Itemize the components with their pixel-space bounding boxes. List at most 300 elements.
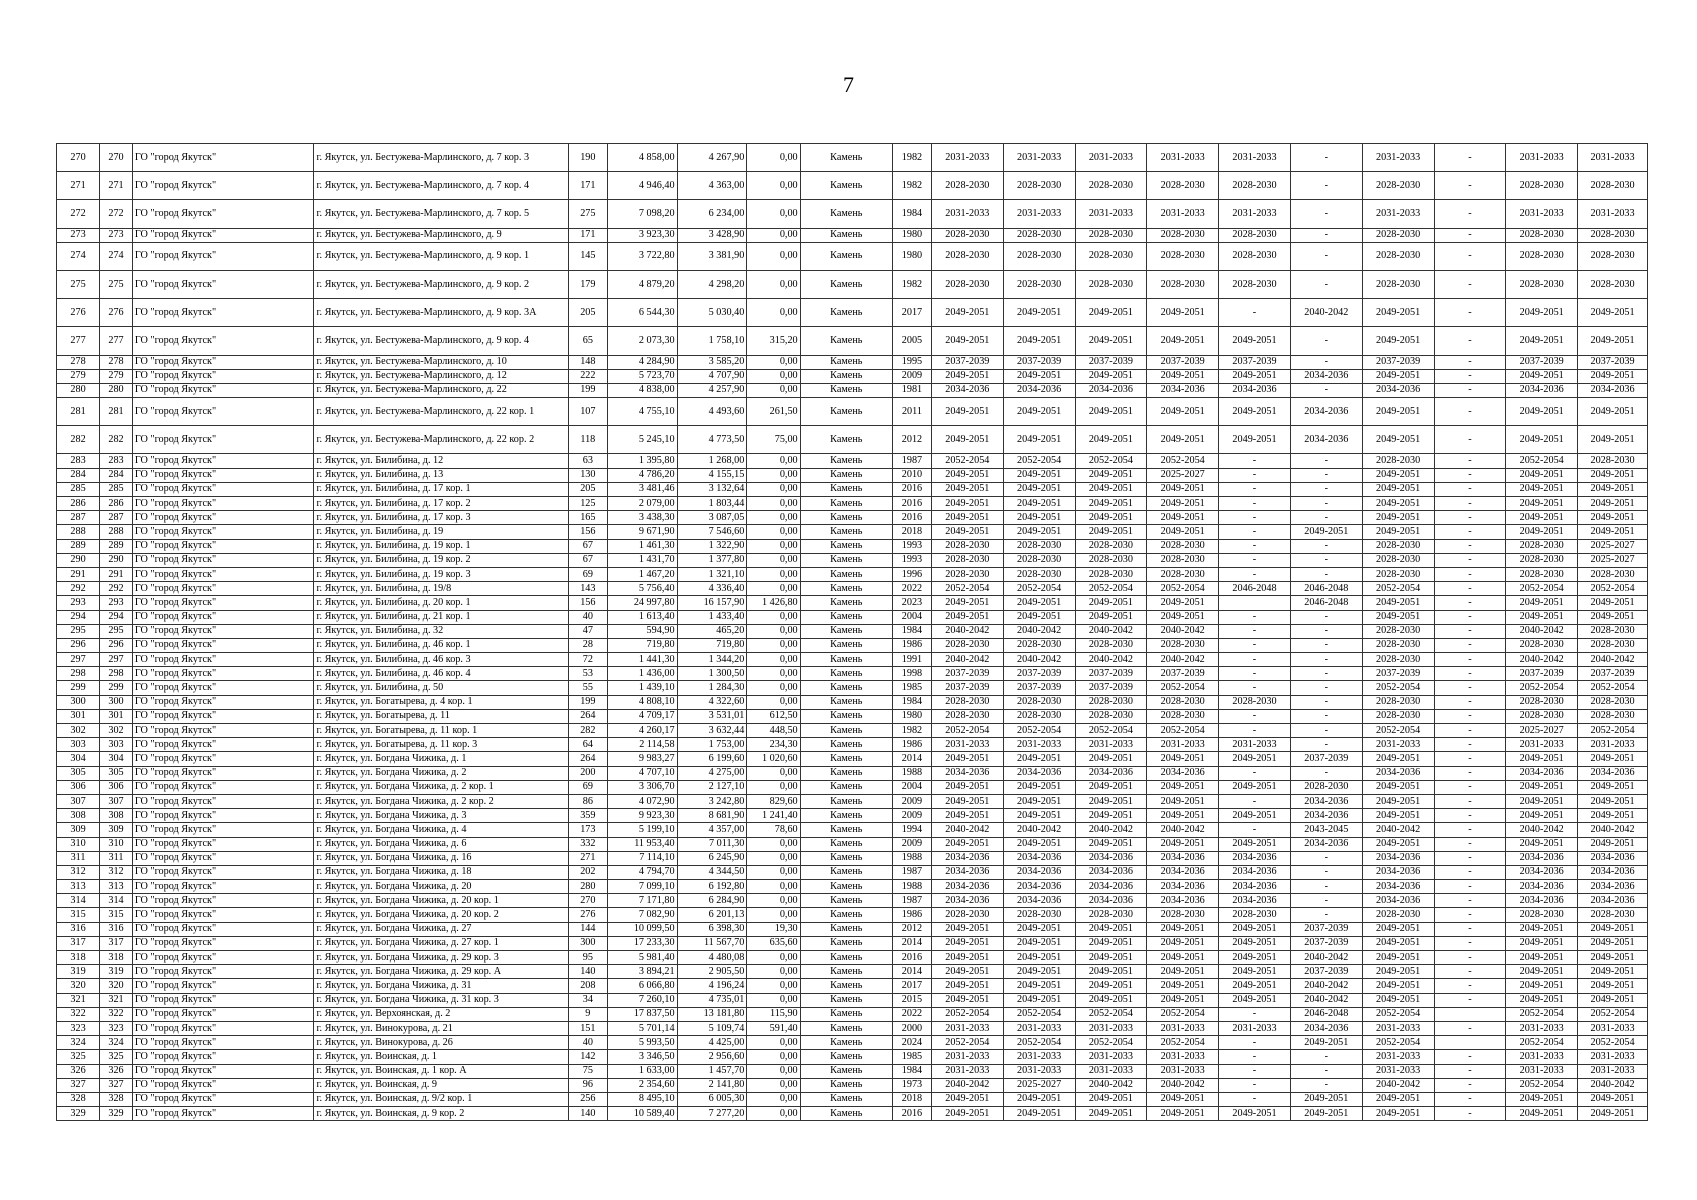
cell-period-2: 2049-2051 <box>1003 525 1075 539</box>
cell-address: г. Якутск, ул. Богдана Чижика, д. 1 <box>314 752 568 766</box>
cell-residents: 264 <box>568 752 607 766</box>
cell-living-area: 6 284,90 <box>677 894 747 908</box>
cell-period-6: - <box>1290 624 1362 638</box>
cell-period-3: 2049-2051 <box>1075 482 1147 496</box>
cell-period-9: 2040-2042 <box>1506 823 1578 837</box>
cell-living-area: 3 428,90 <box>677 228 747 242</box>
cell-year-built: 2018 <box>892 525 931 539</box>
cell-address: г. Якутск, ул. Билибина, д. 12 <box>314 454 568 468</box>
cell-period-4: 2052-2054 <box>1147 1007 1219 1021</box>
cell-living-area: 6 192,80 <box>677 880 747 894</box>
cell-row-number: 271 <box>57 172 100 200</box>
cell-period-3: 2049-2051 <box>1075 525 1147 539</box>
cell-year-built: 1981 <box>892 383 931 397</box>
cell-period-10: 2049-2051 <box>1578 809 1648 823</box>
cell-living-area: 4 493,60 <box>677 398 747 426</box>
cell-period-9: 2037-2039 <box>1506 355 1578 369</box>
cell-period-4: 2028-2030 <box>1147 539 1219 553</box>
table-row <box>57 766 1648 780</box>
cell-period-8: - <box>1434 766 1506 780</box>
cell-period-1: 2040-2042 <box>931 823 1003 837</box>
cell-period-4: 2034-2036 <box>1147 383 1219 397</box>
cell-period-2: 2031-2033 <box>1003 144 1075 172</box>
cell-nonresidential-area: 0,00 <box>747 965 800 979</box>
cell-total-area: 5 723,70 <box>607 369 677 383</box>
cell-period-7: 2052-2054 <box>1362 1007 1434 1021</box>
cell-registry-number: 329 <box>100 1107 133 1121</box>
cell-living-area: 11 567,70 <box>677 936 747 950</box>
cell-wall-material: Камень <box>800 1021 892 1035</box>
cell-year-built: 2022 <box>892 1007 931 1021</box>
cell-residents: 171 <box>568 172 607 200</box>
cell-period-10: 2028-2030 <box>1578 908 1648 922</box>
cell-residents: 47 <box>568 624 607 638</box>
table-row <box>57 270 1648 298</box>
cell-period-3: 2049-2051 <box>1075 965 1147 979</box>
cell-row-number: 316 <box>57 922 100 936</box>
cell-municipality: ГО "город Якутск" <box>132 1092 314 1106</box>
cell-period-7: 2049-2051 <box>1362 299 1434 327</box>
cell-period-3: 2031-2033 <box>1075 738 1147 752</box>
cell-row-number: 289 <box>57 539 100 553</box>
cell-row-number: 311 <box>57 851 100 865</box>
cell-living-area: 7 546,60 <box>677 525 747 539</box>
cell-row-number: 324 <box>57 1036 100 1050</box>
cell-period-9: 2049-2051 <box>1506 299 1578 327</box>
cell-period-8: - <box>1434 299 1506 327</box>
cell-registry-number: 318 <box>100 951 133 965</box>
cell-period-9: 2049-2051 <box>1506 426 1578 454</box>
cell-living-area: 4 336,40 <box>677 582 747 596</box>
cell-period-9: 2025-2027 <box>1506 724 1578 738</box>
cell-period-3: 2028-2030 <box>1075 695 1147 709</box>
cell-period-6: - <box>1290 511 1362 525</box>
cell-municipality: ГО "город Якутск" <box>132 908 314 922</box>
cell-period-6: 2040-2042 <box>1290 951 1362 965</box>
table-row <box>57 851 1648 865</box>
cell-period-2: 2028-2030 <box>1003 908 1075 922</box>
cell-registry-number: 271 <box>100 172 133 200</box>
cell-registry-number: 285 <box>100 482 133 496</box>
cell-row-number: 284 <box>57 468 100 482</box>
cell-municipality: ГО "город Якутск" <box>132 1007 314 1021</box>
cell-period-9: 2031-2033 <box>1506 144 1578 172</box>
cell-registry-number: 321 <box>100 993 133 1007</box>
cell-period-4: 2040-2042 <box>1147 823 1219 837</box>
cell-period-9: 2049-2051 <box>1506 525 1578 539</box>
cell-period-1: 2049-2051 <box>931 525 1003 539</box>
cell-row-number: 307 <box>57 794 100 808</box>
cell-period-1: 2049-2051 <box>931 1092 1003 1106</box>
cell-period-9: 2052-2054 <box>1506 1007 1578 1021</box>
cell-wall-material: Камень <box>800 200 892 228</box>
cell-period-9: 2028-2030 <box>1506 638 1578 652</box>
table-row <box>57 468 1648 482</box>
cell-period-9: 2034-2036 <box>1506 880 1578 894</box>
cell-row-number: 279 <box>57 369 100 383</box>
cell-period-1: 2028-2030 <box>931 539 1003 553</box>
cell-residents: 148 <box>568 355 607 369</box>
cell-total-area: 6 066,80 <box>607 979 677 993</box>
cell-nonresidential-area: 0,00 <box>747 582 800 596</box>
cell-address: г. Якутск, ул. Воинская, д. 9 <box>314 1078 568 1092</box>
cell-total-area: 4 879,20 <box>607 270 677 298</box>
cell-period-1: 2028-2030 <box>931 709 1003 723</box>
cell-nonresidential-area: 0,00 <box>747 383 800 397</box>
cell-wall-material: Камень <box>800 653 892 667</box>
cell-period-5: - <box>1219 794 1291 808</box>
cell-nonresidential-area: 0,00 <box>747 695 800 709</box>
cell-period-2: 2049-2051 <box>1003 497 1075 511</box>
cell-residents: 300 <box>568 936 607 950</box>
cell-nonresidential-area: 0,00 <box>747 780 800 794</box>
cell-row-number: 295 <box>57 624 100 638</box>
cell-period-7: 2049-2051 <box>1362 1092 1434 1106</box>
cell-period-3: 2049-2051 <box>1075 299 1147 327</box>
cell-period-4: 2049-2051 <box>1147 482 1219 496</box>
cell-address: г. Якутск, ул. Богдана Чижика, д. 29 кор. А <box>314 965 568 979</box>
cell-row-number: 297 <box>57 653 100 667</box>
cell-total-area: 11 953,40 <box>607 837 677 851</box>
cell-nonresidential-area: 0,00 <box>747 979 800 993</box>
cell-period-6: - <box>1290 553 1362 567</box>
table-row <box>57 610 1648 624</box>
cell-residents: 65 <box>568 327 607 355</box>
cell-period-10: 2031-2033 <box>1578 738 1648 752</box>
cell-period-1: 2049-2051 <box>931 993 1003 1007</box>
cell-residents: 34 <box>568 993 607 1007</box>
cell-period-7: 2049-2051 <box>1362 511 1434 525</box>
cell-period-3: 2037-2039 <box>1075 667 1147 681</box>
cell-living-area: 4 773,50 <box>677 426 747 454</box>
cell-period-10: 2049-2051 <box>1578 482 1648 496</box>
cell-registry-number: 300 <box>100 695 133 709</box>
cell-living-area: 1 284,30 <box>677 681 747 695</box>
cell-period-3: 2034-2036 <box>1075 766 1147 780</box>
cell-year-built: 2016 <box>892 511 931 525</box>
cell-period-4: 2031-2033 <box>1147 200 1219 228</box>
cell-period-1: 2037-2039 <box>931 355 1003 369</box>
cell-municipality: ГО "город Якутск" <box>132 482 314 496</box>
cell-year-built: 2009 <box>892 837 931 851</box>
cell-period-9: 2028-2030 <box>1506 553 1578 567</box>
cell-registry-number: 312 <box>100 865 133 879</box>
cell-period-1: 2028-2030 <box>931 270 1003 298</box>
cell-period-4: 2049-2051 <box>1147 369 1219 383</box>
cell-period-9: 2031-2033 <box>1506 1064 1578 1078</box>
page-number: 7 <box>843 72 854 97</box>
cell-total-area: 24 997,80 <box>607 596 677 610</box>
cell-period-9: 2052-2054 <box>1506 454 1578 468</box>
cell-municipality: ГО "город Якутск" <box>132 709 314 723</box>
cell-period-1: 2049-2051 <box>931 426 1003 454</box>
table-row <box>57 369 1648 383</box>
cell-residents: 9 <box>568 1007 607 1021</box>
cell-wall-material: Камень <box>800 1064 892 1078</box>
cell-period-4: 2049-2051 <box>1147 299 1219 327</box>
cell-residents: 359 <box>568 809 607 823</box>
cell-period-8: - <box>1434 894 1506 908</box>
cell-period-7: 2028-2030 <box>1362 624 1434 638</box>
cell-period-4: 2049-2051 <box>1147 780 1219 794</box>
cell-registry-number: 270 <box>100 144 133 172</box>
cell-row-number: 299 <box>57 681 100 695</box>
cell-municipality: ГО "город Якутск" <box>132 837 314 851</box>
cell-total-area: 3 306,70 <box>607 780 677 794</box>
cell-wall-material: Камень <box>800 610 892 624</box>
cell-period-2: 2028-2030 <box>1003 270 1075 298</box>
cell-year-built: 2009 <box>892 369 931 383</box>
cell-period-1: 2040-2042 <box>931 653 1003 667</box>
table-row <box>57 497 1648 511</box>
cell-total-area: 4 072,90 <box>607 794 677 808</box>
cell-period-10: 2049-2051 <box>1578 922 1648 936</box>
cell-period-7: 2052-2054 <box>1362 724 1434 738</box>
cell-municipality: ГО "город Якутск" <box>132 355 314 369</box>
cell-residents: 72 <box>568 653 607 667</box>
cell-living-area: 6 234,00 <box>677 200 747 228</box>
cell-period-1: 2037-2039 <box>931 681 1003 695</box>
cell-total-area: 5 981,40 <box>607 951 677 965</box>
cell-period-8: - <box>1434 200 1506 228</box>
cell-period-10: 2040-2042 <box>1578 653 1648 667</box>
cell-residents: 75 <box>568 1064 607 1078</box>
cell-living-area: 5 030,40 <box>677 299 747 327</box>
cell-period-9: 2034-2036 <box>1506 865 1578 879</box>
cell-row-number: 285 <box>57 482 100 496</box>
cell-municipality: ГО "город Якутск" <box>132 398 314 426</box>
cell-living-area: 6 201,13 <box>677 908 747 922</box>
cell-living-area: 4 735,01 <box>677 993 747 1007</box>
cell-period-4: 2040-2042 <box>1147 1078 1219 1092</box>
cell-period-2: 2025-2027 <box>1003 1078 1075 1092</box>
cell-year-built: 1996 <box>892 567 931 581</box>
cell-period-4: 2037-2039 <box>1147 355 1219 369</box>
cell-address: г. Якутск, ул. Богдана Чижика, д. 3 <box>314 809 568 823</box>
table-row <box>57 327 1648 355</box>
cell-wall-material: Камень <box>800 809 892 823</box>
cell-period-6: - <box>1290 327 1362 355</box>
cell-period-10: 2049-2051 <box>1578 497 1648 511</box>
cell-period-4: 2049-2051 <box>1147 1092 1219 1106</box>
cell-period-6: - <box>1290 894 1362 908</box>
cell-period-2: 2040-2042 <box>1003 653 1075 667</box>
cell-registry-number: 286 <box>100 497 133 511</box>
cell-period-2: 2049-2051 <box>1003 965 1075 979</box>
cell-period-10: 2049-2051 <box>1578 752 1648 766</box>
cell-registry-number: 288 <box>100 525 133 539</box>
cell-period-3: 2034-2036 <box>1075 894 1147 908</box>
cell-period-9: 2049-2051 <box>1506 1107 1578 1121</box>
cell-period-10: 2049-2051 <box>1578 979 1648 993</box>
cell-living-area: 1 377,80 <box>677 553 747 567</box>
cell-address: г. Якутск, ул. Богдана Чижика, д. 31 <box>314 979 568 993</box>
cell-wall-material: Камень <box>800 144 892 172</box>
cell-wall-material: Камень <box>800 327 892 355</box>
cell-living-area: 3 585,20 <box>677 355 747 369</box>
cell-period-6: - <box>1290 468 1362 482</box>
cell-residents: 145 <box>568 242 607 270</box>
table-row <box>57 908 1648 922</box>
cell-wall-material: Камень <box>800 553 892 567</box>
cell-living-area: 4 155,15 <box>677 468 747 482</box>
table-row <box>57 653 1648 667</box>
cell-municipality: ГО "город Якутск" <box>132 724 314 738</box>
cell-period-7: 2031-2033 <box>1362 1050 1434 1064</box>
cell-period-8: - <box>1434 511 1506 525</box>
cell-residents: 202 <box>568 865 607 879</box>
cell-period-9: 2049-2051 <box>1506 1092 1578 1106</box>
cell-total-area: 4 284,90 <box>607 355 677 369</box>
cell-period-9: 2028-2030 <box>1506 172 1578 200</box>
cell-municipality: ГО "город Якутск" <box>132 965 314 979</box>
cell-period-6: - <box>1290 880 1362 894</box>
cell-living-area: 4 196,24 <box>677 979 747 993</box>
cell-nonresidential-area: 0,00 <box>747 667 800 681</box>
cell-total-area: 1 439,10 <box>607 681 677 695</box>
cell-period-2: 2028-2030 <box>1003 228 1075 242</box>
cell-period-7: 2028-2030 <box>1362 653 1434 667</box>
cell-wall-material: Камень <box>800 511 892 525</box>
cell-period-10: 2049-2051 <box>1578 610 1648 624</box>
cell-period-10: 2028-2030 <box>1578 709 1648 723</box>
cell-residents: 173 <box>568 823 607 837</box>
cell-municipality: ГО "город Якутск" <box>132 567 314 581</box>
cell-period-9: 2049-2051 <box>1506 752 1578 766</box>
cell-period-5: - <box>1219 653 1291 667</box>
table-row <box>57 709 1648 723</box>
cell-period-6: 2046-2048 <box>1290 582 1362 596</box>
cell-address: г. Якутск, ул. Билибина, д. 46 кор. 3 <box>314 653 568 667</box>
cell-row-number: 319 <box>57 965 100 979</box>
cell-row-number: 328 <box>57 1092 100 1106</box>
cell-year-built: 1980 <box>892 242 931 270</box>
cell-year-built: 2011 <box>892 398 931 426</box>
cell-address: г. Якутск, ул. Бестужева-Марлинского, д. 9 кор. 2 <box>314 270 568 298</box>
cell-period-6: - <box>1290 638 1362 652</box>
cell-living-area: 719,80 <box>677 638 747 652</box>
cell-period-8: - <box>1434 144 1506 172</box>
cell-residents: 107 <box>568 398 607 426</box>
cell-period-4: 2049-2051 <box>1147 610 1219 624</box>
table-row <box>57 965 1648 979</box>
cell-total-area: 4 709,17 <box>607 709 677 723</box>
cell-registry-number: 277 <box>100 327 133 355</box>
cell-year-built: 2017 <box>892 979 931 993</box>
cell-period-2: 2049-2051 <box>1003 1107 1075 1121</box>
cell-registry-number: 274 <box>100 242 133 270</box>
cell-address: г. Якутск, ул. Богдана Чижика, д. 16 <box>314 851 568 865</box>
cell-period-8: - <box>1434 497 1506 511</box>
cell-period-9: 2028-2030 <box>1506 908 1578 922</box>
cell-registry-number: 290 <box>100 553 133 567</box>
cell-period-10: 2052-2054 <box>1578 1007 1648 1021</box>
cell-period-4: 2052-2054 <box>1147 1036 1219 1050</box>
cell-row-number: 273 <box>57 228 100 242</box>
cell-row-number: 303 <box>57 738 100 752</box>
cell-residents: 140 <box>568 965 607 979</box>
cell-period-2: 2040-2042 <box>1003 823 1075 837</box>
cell-total-area: 17 837,50 <box>607 1007 677 1021</box>
cell-row-number: 325 <box>57 1050 100 1064</box>
cell-living-area: 1 321,10 <box>677 567 747 581</box>
cell-period-10: 2031-2033 <box>1578 1064 1648 1078</box>
cell-period-4: 2034-2036 <box>1147 851 1219 865</box>
cell-period-7: 2049-2051 <box>1362 752 1434 766</box>
cell-period-1: 2049-2051 <box>931 979 1003 993</box>
cell-address: г. Якутск, ул. Бестужева-Марлинского, д. 7 кор. 5 <box>314 200 568 228</box>
cell-year-built: 1993 <box>892 553 931 567</box>
cell-wall-material: Камень <box>800 1007 892 1021</box>
cell-period-9: 2031-2033 <box>1506 1050 1578 1064</box>
table-row <box>57 752 1648 766</box>
cell-registry-number: 303 <box>100 738 133 752</box>
cell-registry-number: 316 <box>100 922 133 936</box>
cell-municipality: ГО "город Якутск" <box>132 454 314 468</box>
cell-period-2: 2049-2051 <box>1003 596 1075 610</box>
cell-period-2: 2028-2030 <box>1003 695 1075 709</box>
cell-registry-number: 307 <box>100 794 133 808</box>
cell-registry-number: 275 <box>100 270 133 298</box>
cell-municipality: ГО "город Якутск" <box>132 880 314 894</box>
cell-address: г. Якутск, ул. Билибина, д. 17 кор. 1 <box>314 482 568 496</box>
cell-wall-material: Камень <box>800 426 892 454</box>
cell-period-6: 2034-2036 <box>1290 426 1362 454</box>
cell-period-3: 2040-2042 <box>1075 624 1147 638</box>
cell-municipality: ГО "город Якутск" <box>132 1050 314 1064</box>
cell-period-3: 2052-2054 <box>1075 582 1147 596</box>
cell-period-5: 2049-2051 <box>1219 922 1291 936</box>
cell-total-area: 6 544,30 <box>607 299 677 327</box>
cell-period-1: 2049-2051 <box>931 794 1003 808</box>
cell-period-2: 2049-2051 <box>1003 752 1075 766</box>
cell-period-2: 2034-2036 <box>1003 851 1075 865</box>
cell-wall-material: Камень <box>800 794 892 808</box>
cell-nonresidential-area: 0,00 <box>747 172 800 200</box>
cell-period-4: 2049-2051 <box>1147 511 1219 525</box>
cell-total-area: 2 114,58 <box>607 738 677 752</box>
cell-period-6: 2034-2036 <box>1290 794 1362 808</box>
cell-total-area: 10 589,40 <box>607 1107 677 1121</box>
cell-period-7: 2049-2051 <box>1362 809 1434 823</box>
cell-period-2: 2049-2051 <box>1003 936 1075 950</box>
table-row <box>57 144 1648 172</box>
cell-period-7: 2049-2051 <box>1362 993 1434 1007</box>
cell-period-2: 2049-2051 <box>1003 1092 1075 1106</box>
cell-living-area: 4 257,90 <box>677 383 747 397</box>
table-row <box>57 681 1648 695</box>
cell-period-10: 2028-2030 <box>1578 270 1648 298</box>
cell-period-10: 2034-2036 <box>1578 766 1648 780</box>
cell-period-8: - <box>1434 539 1506 553</box>
table-row <box>57 823 1648 837</box>
cell-year-built: 2012 <box>892 922 931 936</box>
cell-municipality: ГО "город Якутск" <box>132 865 314 879</box>
cell-nonresidential-area: 0,00 <box>747 553 800 567</box>
table-row <box>57 667 1648 681</box>
cell-registry-number: 311 <box>100 851 133 865</box>
cell-period-8: - <box>1434 724 1506 738</box>
cell-period-6: - <box>1290 567 1362 581</box>
cell-period-7: 2049-2051 <box>1362 525 1434 539</box>
cell-address: г. Якутск, ул. Богдана Чижика, д. 4 <box>314 823 568 837</box>
cell-wall-material: Камень <box>800 1107 892 1121</box>
cell-period-10: 2049-2051 <box>1578 936 1648 950</box>
cell-period-3: 2049-2051 <box>1075 369 1147 383</box>
cell-address: г. Якутск, ул. Бестужева-Марлинского, д. 12 <box>314 369 568 383</box>
cell-residents: 67 <box>568 553 607 567</box>
table-row <box>57 553 1648 567</box>
